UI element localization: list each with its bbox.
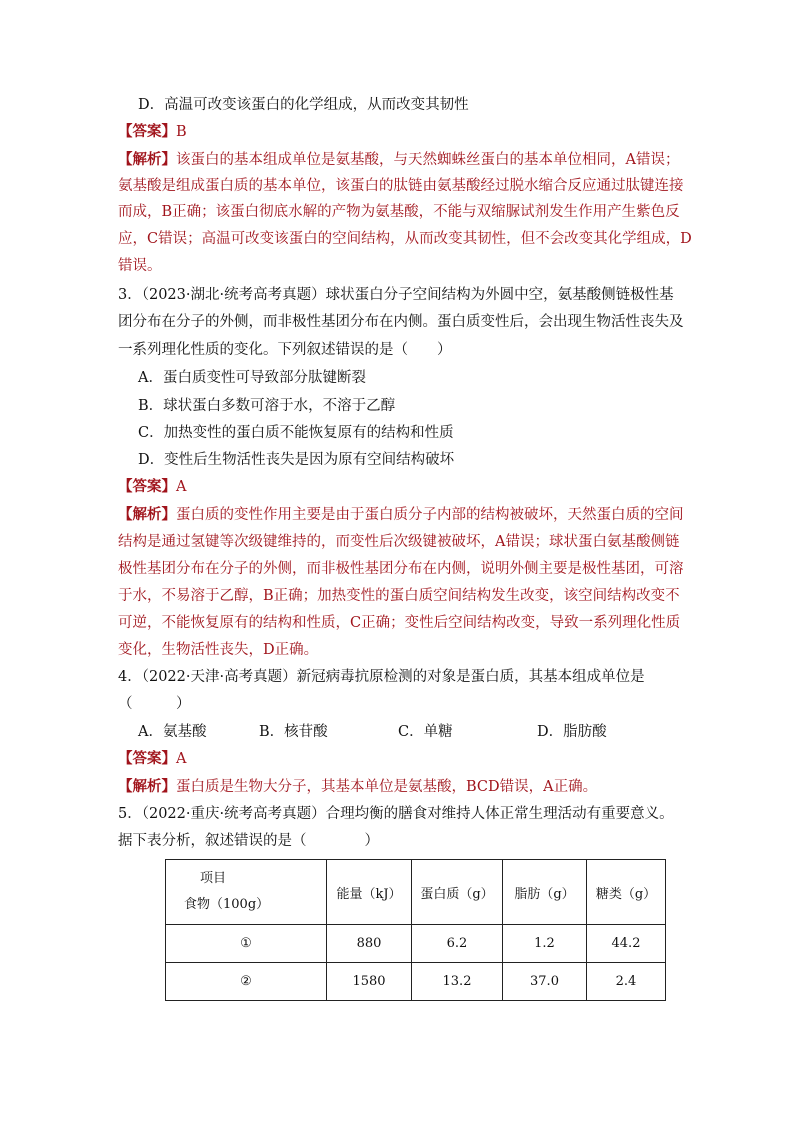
analysis-text: 蛋白质是生物大分子，其基本单位是氨基酸，BCD错误，A正确。	[176, 779, 598, 795]
table-cell: 44.2	[587, 925, 666, 963]
answer-value: A	[176, 479, 187, 495]
analysis-tag: 【解析】	[118, 506, 176, 523]
q3-option-a: A．蛋白质变性可导致部分肽键断裂	[138, 370, 366, 386]
answer-value: A	[176, 751, 187, 767]
answer-tag: 【答案】	[118, 750, 176, 767]
q3-analysis-line	[118, 505, 684, 525]
analysis-text: 蛋白质的变性作用主要是由于蛋白质分子内部的结构被破坏，天然蛋白质的空间	[176, 507, 684, 523]
q3-analysis-line: 于水，不易溶于乙醇，B正确；加热变性的蛋白质空间结构发生改变，该空间结构改变不	[118, 588, 680, 604]
q4-option-d: D．脂肪酸	[537, 724, 607, 740]
q3-analysis-line: 结构是通过氢键等次级键维持的，而变性后次级键被破坏，A错误；球状蛋白氨基酸侧链	[118, 534, 680, 550]
answer-tag: 【答案】	[118, 478, 176, 495]
corner-bottom-label: 食物（100g）	[184, 897, 270, 912]
table-header-cell: 蛋白质（g）	[412, 860, 503, 925]
q4-option-a: A．氨基酸	[138, 724, 207, 740]
table-cell: 2.4	[587, 963, 666, 1001]
q4-analysis-line	[118, 777, 597, 797]
analysis-text: 该蛋白的基本组成单位是氨基酸，与天然蜘蛛丝蛋白的基本单位相同，A错误；	[176, 152, 680, 168]
table-cell: 1.2	[503, 925, 587, 963]
q3-stem-line: 3．（2023·湖北·统考高考真题）球状蛋白分子空间结构为外圆中空，氨基酸侧链极性基	[118, 287, 674, 303]
q4-stem-line: 4．（2022·天津·高考真题）新冠病毒抗原检测的对象是蛋白质，其基本组成单位是	[118, 669, 645, 685]
table-cell: 13.2	[412, 963, 503, 1001]
table-header-row	[166, 860, 666, 925]
nutrition-table	[165, 859, 666, 1001]
q3-analysis-line: 极性基团分布在分子的外侧，而非极性基团分布在内侧，说明外侧主要是极性基团，可溶	[118, 561, 684, 577]
q3-option-d: D．变性后生物活性丧失是因为原有空间结构破坏	[138, 452, 455, 468]
table-header-cell: 能量（kJ）	[327, 860, 412, 925]
q5-stem-line: 据下表分析，叙述错误的是（ ）	[118, 833, 379, 849]
q3-stem-line: 一系列理化性质的变化。下列叙述错误的是（ ）	[118, 342, 452, 358]
q2-answer	[118, 122, 187, 142]
table-cell: ①	[166, 925, 327, 963]
q2-analysis-line: 错误。	[118, 258, 162, 274]
corner-top-label: 项目	[200, 871, 227, 886]
q2-analysis-line	[118, 150, 679, 170]
table-header-cell: 脂肪（g）	[503, 860, 587, 925]
answer-value: B	[176, 124, 187, 140]
q3-answer	[118, 477, 186, 497]
q4-option-b: B．核苷酸	[259, 724, 328, 740]
table-header-cell: 糖类（g）	[587, 860, 666, 925]
q4-answer	[118, 749, 186, 769]
q3-option-c: C．加热变性的蛋白质不能恢复原有的结构和性质	[138, 425, 454, 441]
table-row	[166, 963, 666, 1001]
table-cell: 880	[327, 925, 412, 963]
q4-option-c: C．单糖	[398, 724, 453, 740]
q2-analysis-line: 氨基酸是组成蛋白质的基本单位，该蛋白的肽链由氨基酸经过脱水缩合反应通过肽键连接	[118, 178, 684, 194]
q2-analysis-line: 应，C错误；高温可改变该蛋白的空间结构，从而改变其韧性，但不会改变其化学组成，D	[118, 231, 692, 247]
table-cell: ②	[166, 963, 327, 1001]
q3-option-b: B．球状蛋白多数可溶于水，不溶于乙醇	[138, 398, 396, 414]
table-cell: 1580	[327, 963, 412, 1001]
table-cell: 37.0	[503, 963, 587, 1001]
analysis-tag: 【解析】	[118, 151, 176, 168]
table-cell: 6.2	[412, 925, 503, 963]
q2-analysis-line: 而成，B正确；该蛋白彻底水解的产物为氨基酸，不能与双缩脲试剂发生作用产生紫色反	[118, 204, 680, 220]
q3-analysis-line: 变化，生物活性丧失，D正确。	[118, 642, 319, 658]
q5-stem-line: 5．（2022·重庆·统考高考真题）合理均衡的膳食对维持人体正常生理活动有重要意义。	[118, 806, 674, 822]
analysis-tag: 【解析】	[118, 778, 176, 795]
table-row	[166, 925, 666, 963]
q3-analysis-line: 可逆，不能恢复原有的结构和性质，C正确；变性后空间结构改变，导致一系列理化性质	[118, 615, 681, 631]
q3-stem-line: 团分布在分子的外侧，而非极性基团分布在内侧。蛋白质变性后，会出现生物活性丧失及	[118, 314, 684, 330]
table-corner-cell	[166, 860, 327, 925]
q2-option-d: D．高温可改变该蛋白的化学组成，从而改变其韧性	[138, 97, 469, 113]
q4-stem-line: （ ）	[118, 696, 191, 712]
answer-tag: 【答案】	[118, 123, 176, 140]
